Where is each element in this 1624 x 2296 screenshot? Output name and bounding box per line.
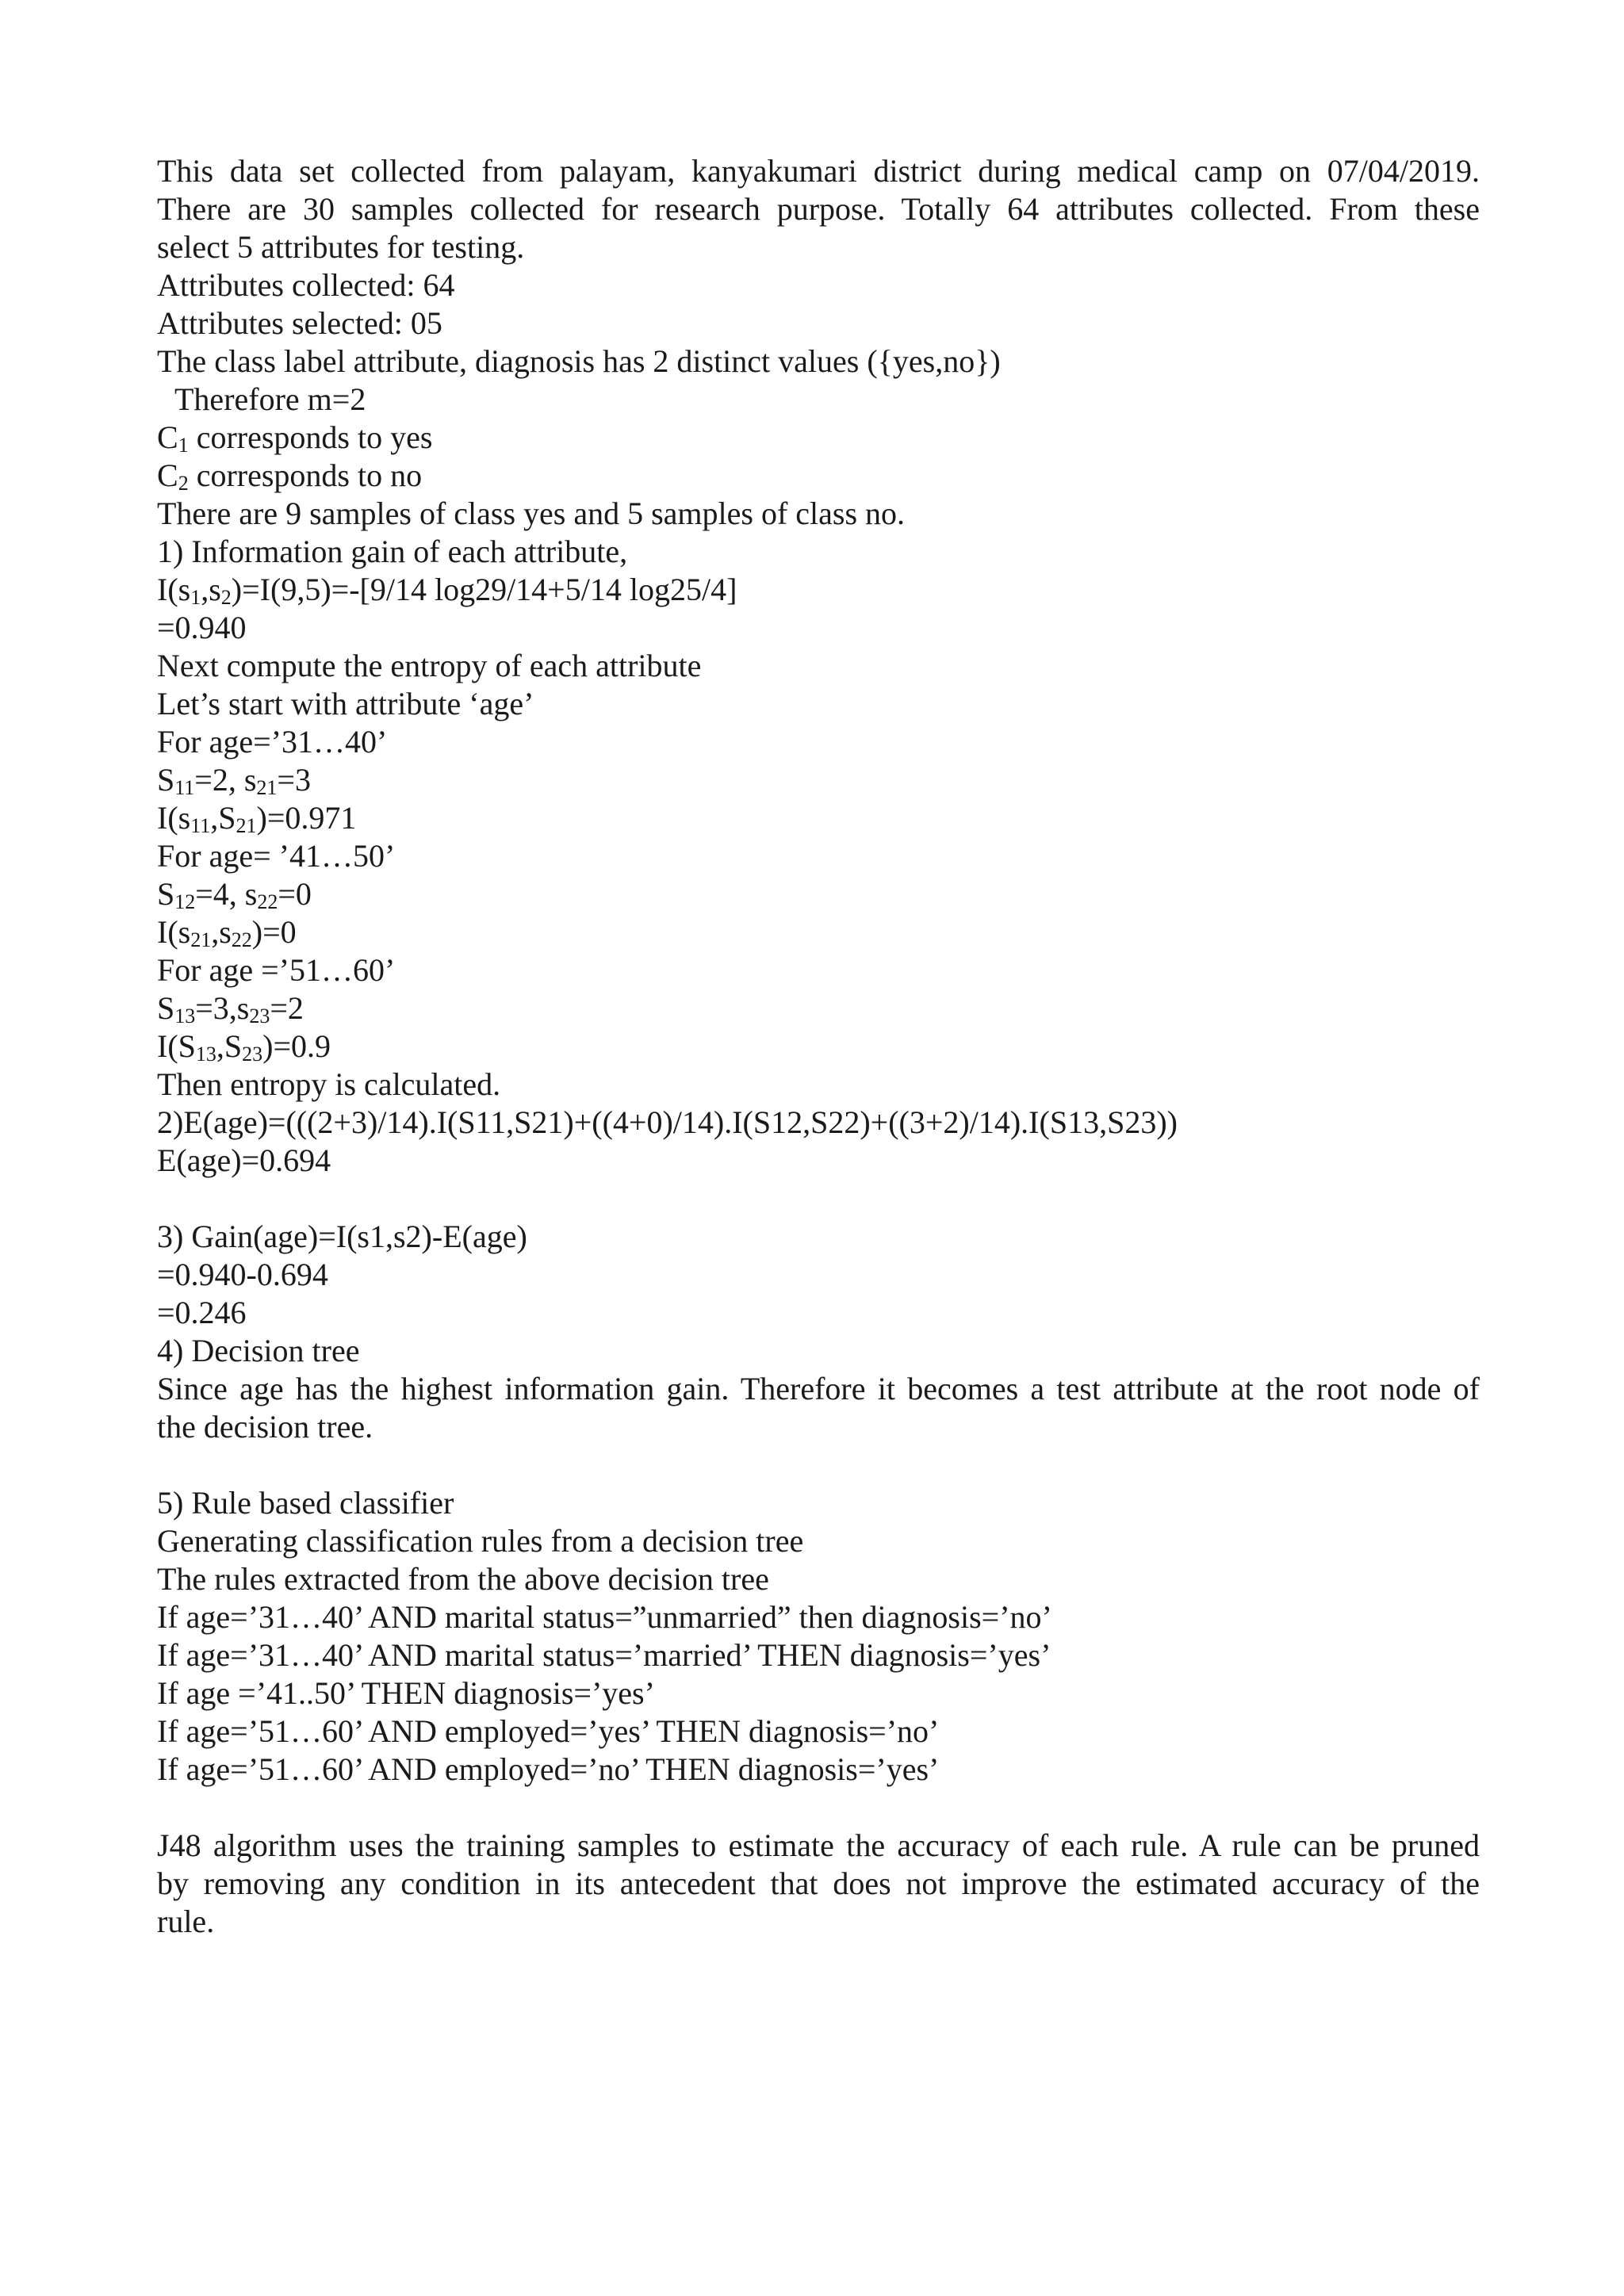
attributes-collected: Attributes collected: 64 [157,267,455,303]
intro-line-3: select 5 attributes for testing. [157,229,525,265]
gain-value: =0.246 [157,1295,247,1330]
decision-text-line-1: Since age has the highest information gain. Therefore it becomes a test attribute at the root node of [157,1371,1480,1406]
c1-line: C1 corresponds to yes [157,419,433,457]
step-5-heading: 5) Rule based classifier [157,1485,454,1521]
rule-4: If age=’51…60’ AND employed=’yes’ THEN diagnosis=’no’ [157,1713,940,1749]
class-label-line: The class label attribute, diagnosis has 2 distinct values ({yes,no}) [157,343,1001,379]
age-31-40-counts: S11=2, s21=3 [157,762,311,799]
age-31-40-info: I(s11,S21)=0.971 [157,800,357,837]
therefore-m-line: Therefore m=2 [174,381,366,417]
j48-line-3: rule. [157,1904,215,1939]
spacer [157,1180,1480,1218]
j48-line-2: by removing any condition in its antecedent that does not improve the estimated accuracy of the [157,1866,1480,1901]
spacer [157,1446,1480,1484]
next-compute-line: Next compute the entropy of each attribute [157,648,702,683]
rule-2: If age=’31…40’ AND marital status=’married’ THEN diagnosis=’yes’ [157,1637,1051,1673]
info-formula: I(s1,s2)=I(9,5)=-[9/14 log29/14+5/14 log25/4] [157,572,737,609]
j48-line-1: J48 algorithm uses the training samples to estimate the accuracy of each rule. A rule can be pruned [157,1827,1480,1863]
generating-rules-line: Generating classification rules from a decision tree [157,1523,804,1559]
rules-extracted-line: The rules extracted from the above decision tree [157,1561,769,1597]
c2-line: C2 corresponds to no [157,457,423,495]
decision-text-line-2: the decision tree. [157,1409,373,1445]
age-41-50-counts: S12=4, s22=0 [157,876,312,913]
age-51-60-label: For age =’51…60’ [157,952,396,988]
spacer [157,1789,1480,1827]
samples-line: There are 9 samples of class yes and 5 samples of class no. [157,496,906,531]
attributes-selected: Attributes selected: 05 [157,305,442,341]
step-4-heading: 4) Decision tree [157,1333,360,1368]
entropy-calculated-line: Then entropy is calculated. [157,1066,501,1102]
step-2-formula: 2)E(age)=(((2+3)/14).I(S11,S21)+((4+0)/14).I(S12,S22)+((3+2)/14).I(S13,S23)) [157,1104,1178,1140]
rule-5: If age=’51…60’ AND employed=’no’ THEN diagnosis=’yes’ [157,1751,940,1787]
step-3-heading: 3) Gain(age)=I(s1,s2)-E(age) [157,1219,527,1254]
e-age-value: E(age)=0.694 [157,1142,331,1178]
age-41-50-info: I(s21,s22)=0 [157,914,297,951]
document-page [157,152,1480,1941]
age-31-40-label: For age=’31…40’ [157,724,388,760]
intro-line-2: There are 30 samples collected for research purpose. Totally 64 attributes collected. From these [157,191,1480,227]
age-51-60-counts: S13=3,s23=2 [157,990,304,1027]
step-1-heading: 1) Information gain of each attribute, [157,534,628,569]
age-41-50-label: For age= ’41…50’ [157,838,396,874]
intro-line-1: This data set collected from palayam, kanyakumari district during medical camp on 07/04/2019. [157,153,1480,189]
gain-calculation: =0.940-0.694 [157,1257,328,1292]
rule-1: If age=’31…40’ AND marital status=”unmarried” then diagnosis=’no’ [157,1599,1052,1635]
age-51-60-info: I(S13,S23)=0.9 [157,1028,331,1066]
start-age-line: Let’s start with attribute ‘age’ [157,686,534,721]
rule-3: If age =’41..50’ THEN diagnosis=’yes’ [157,1675,655,1711]
info-value: =0.940 [157,610,247,645]
